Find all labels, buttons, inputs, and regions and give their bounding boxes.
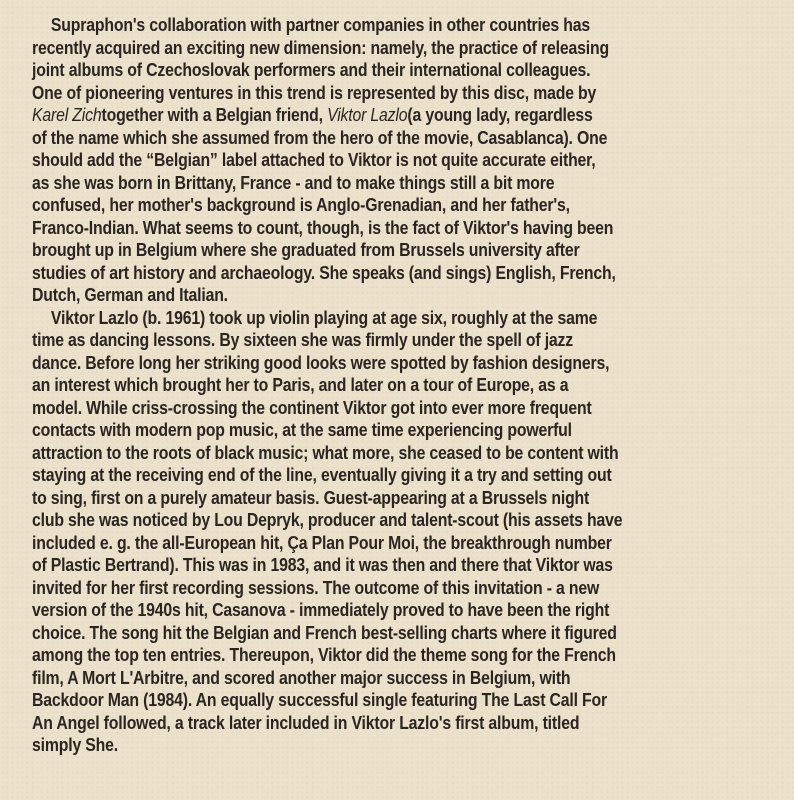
text-line: model. While criss-crossing the continent Viktor got into ever more frequent [32, 396, 592, 418]
text-line: Backdoor Man (1984). An equally successful single featuring The Last Call For [32, 689, 608, 710]
text-line: An Angel followed, a track later included in Viktor Lazlo's first album, titled [32, 711, 580, 733]
text-line: an interest which brought her to Paris, and later on a tour of Europe, as a [32, 374, 569, 395]
text-line: Franco-Indian. What seems to count, though, is the fact of Viktor's having been [32, 216, 614, 238]
name-karel-zich: Karel Zich [32, 104, 102, 125]
paragraph-1 [32, 14, 679, 307]
text-line: invited for her first recording sessions. The outcome of this invitation - a new [32, 576, 600, 598]
text-line: film, A Mort L'Arbitre, and scored another major success in Belgium, with [32, 666, 571, 688]
text-line: Dutch, German and Italian. [32, 284, 228, 305]
text-line: joint albums of Czechoslovak performers and their international colleagues. [32, 59, 591, 80]
text-line: to sing, first on a purely amateur basis. Guest-appearing at a Brussels night [32, 486, 590, 508]
text-line: among the top ten entries. Thereupon, Viktor did the theme song for the French [32, 644, 616, 665]
text-line: of Plastic Bertrand). This was in 1983, and it was then and there that Viktor was [32, 554, 613, 575]
text-line: included e. g. the all-European hit, Ça Plan Pour Moi, the breakthrough number [32, 531, 612, 553]
text-line: simply She. [32, 734, 119, 755]
liner-notes-text [32, 14, 679, 757]
text-line [32, 104, 679, 127]
text-line: Supraphon's collaboration with partner companies in other countries has [50, 14, 590, 35]
paragraph-2 [32, 307, 679, 757]
text-line: should add the “Belgian” label attached to Viktor is not quite accurate either, [32, 149, 596, 170]
text-fragment: together with a Belgian friend, [101, 104, 328, 125]
text-line: confused, her mother's background is Anglo-Grenadian, and her father's, [32, 194, 570, 215]
text-line: attraction to the roots of black music; what more, she ceased to be content with [32, 441, 619, 463]
text-line: as she was born in Brittany, France - and to make things still a bit more [32, 171, 555, 193]
text-line: contacts with modern pop music, at the same time experiencing powerful [32, 419, 572, 440]
text-line: One of pioneering ventures in this trend is represented by this disc, made by [32, 81, 597, 103]
text-fragment: (a young lady, regardless [407, 104, 593, 125]
text-line: studies of art history and archaeology. She speaks (and sings) English, French, [32, 261, 616, 283]
text-line: choice. The song hit the Belgian and French best-selling charts where it figured [32, 621, 617, 643]
text-line: version of the 1940s hit, Casanova - immediately proved to have been the right [32, 599, 610, 620]
text-line: club she was noticed by Lou Depryk, producer and talent-scout (his assets have [32, 509, 623, 530]
text-line: Viktor Lazlo (b. 1961) took up violin playing at age six, roughly at the same [50, 306, 598, 328]
text-line: recently acquired an exciting new dimension: namely, the practice of releasing [32, 36, 609, 58]
text-line: dance. Before long her striking good looks were spotted by fashion designers, [32, 351, 610, 373]
name-viktor-lazlo: Viktor Lazlo [327, 104, 408, 125]
text-line: staying at the receiving end of the line, eventually giving it a try and setting out [32, 464, 612, 485]
text-line: of the name which she assumed from the hero of the movie, Casablanca). One [32, 126, 608, 148]
text-line: brought up in Belgium where she graduated from Brussels university after [32, 239, 580, 260]
text-line: time as dancing lessons. By sixteen she was firmly under the spell of jazz [32, 329, 574, 350]
